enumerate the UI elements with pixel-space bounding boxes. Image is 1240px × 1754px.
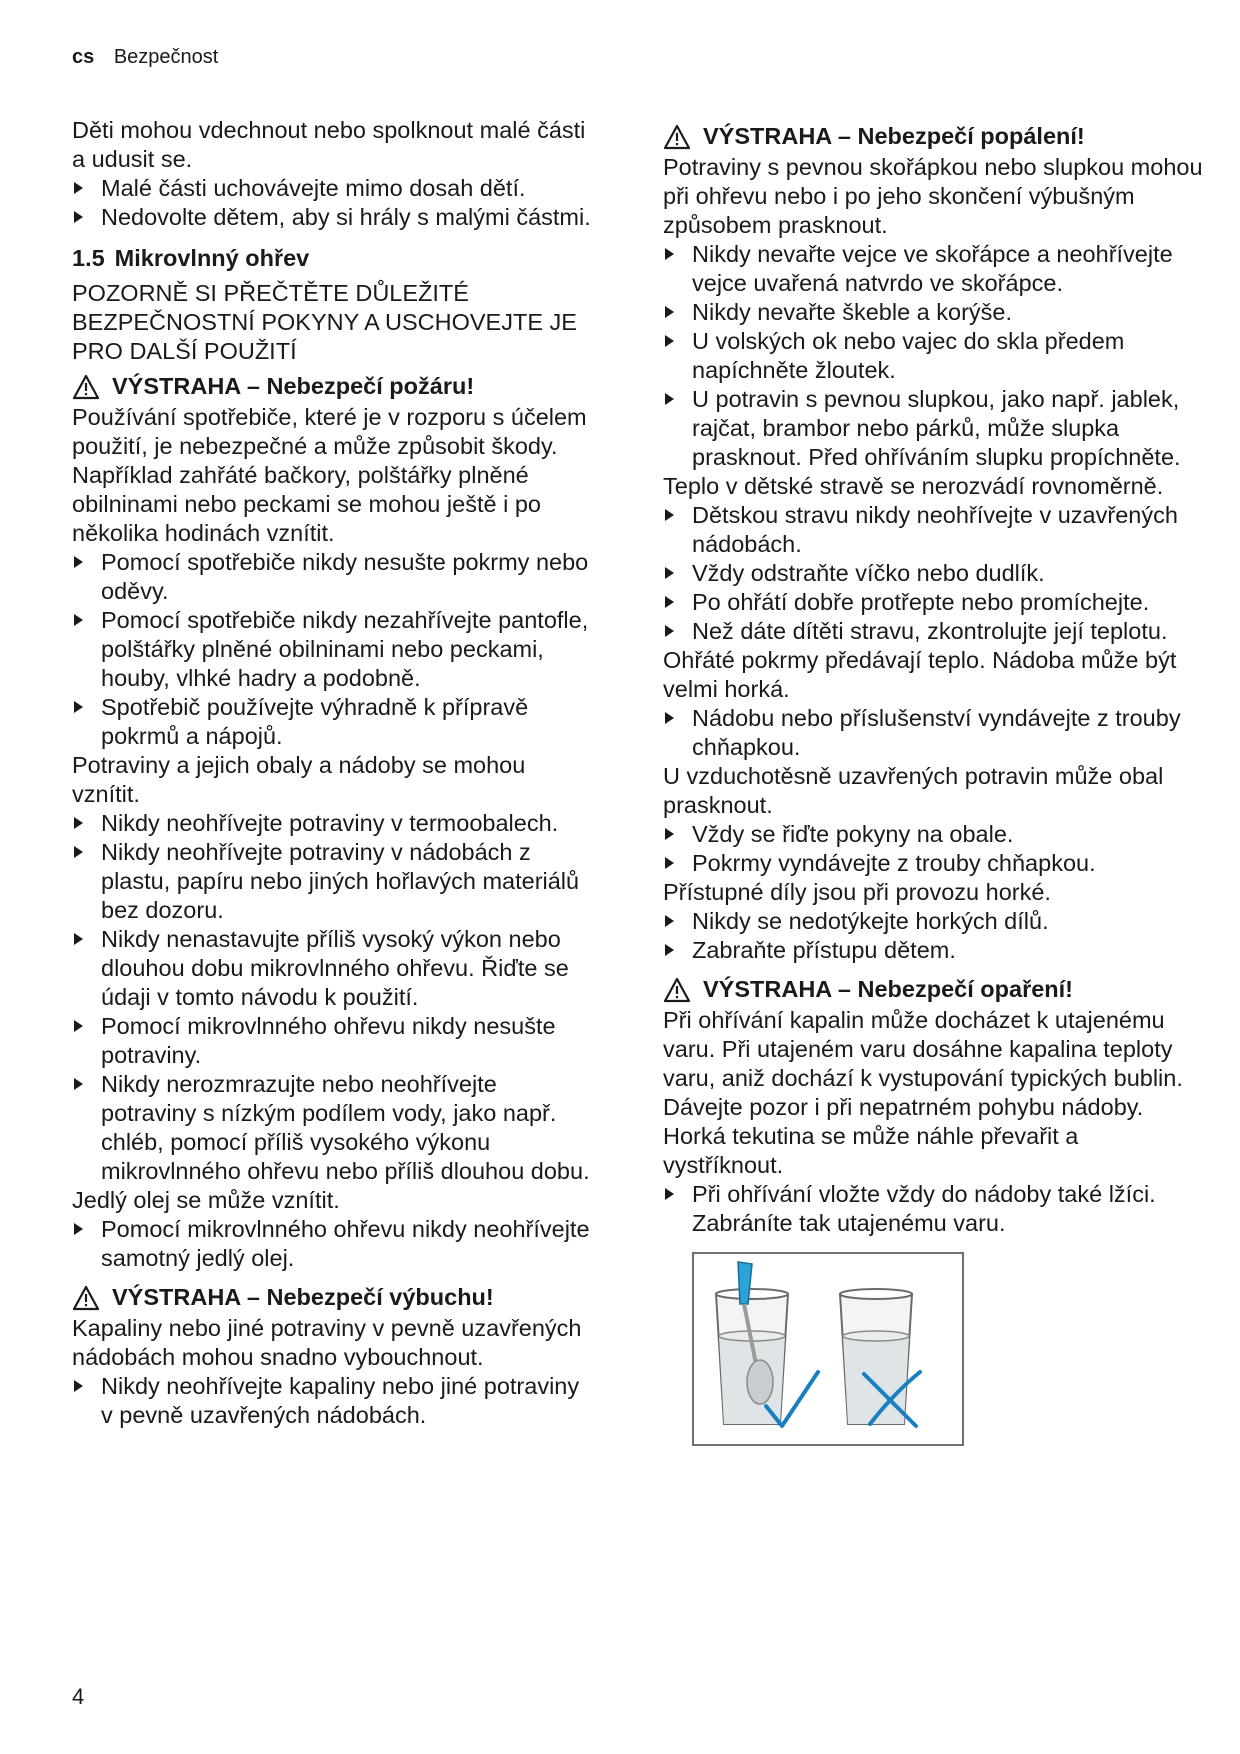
bullet-text: Pokrmy vyndávejte z trouby chňapkou.: [692, 850, 1096, 876]
bullet-item: [663, 298, 1203, 327]
bullet-item: [72, 548, 592, 606]
burn-bullet-list-5: [663, 907, 1203, 965]
bullet-item: [72, 1215, 592, 1273]
spoon-bowl-icon: [747, 1360, 773, 1404]
fire-text-1: Používání spotřebiče, které je v rozporu s účelem použití, je nebezpečné a může způsobit škody. Například zahřáté bačkory, polštářky plněné obilninami nebo peckami se mohou ještě i po několika hodinách vznítit.: [72, 404, 587, 546]
burn-text-3: Ohřáté pokrmy předávají teplo. Nádoba může být velmi horká.: [663, 647, 1177, 702]
section-title: Mikrovlnný ohřev: [114, 245, 310, 271]
warning-triangle-icon: [663, 977, 691, 1003]
bullet-text: Pomocí spotřebiče nikdy nezahřívejte pantofle, polštářky plněné obilninami nebo peckami, houby, vlhké hadry a podobně.: [101, 607, 589, 691]
bullet-item: [663, 559, 1203, 588]
bullet-item: [72, 1070, 592, 1186]
bullet-arrow-icon: [74, 933, 83, 945]
bullet-item: [663, 907, 1203, 936]
page-number: 4: [72, 1684, 85, 1709]
burn-bullet-list-2: [663, 501, 1203, 646]
bullet-text: U potravin s pevnou slupkou, jako např. jablek, rajčat, brambor nebo párků, může slupka prasknout. Před ohříváním slupku propíchněte.: [692, 386, 1181, 470]
bullet-item: [72, 1372, 592, 1430]
bullet-text: Nikdy nenastavujte příliš vysoký výkon nebo dlouhou dobu mikrovlnného ohřevu. Řiďte se údaji v tomto návodu k použití.: [101, 926, 569, 1010]
bullet-arrow-icon: [74, 1020, 83, 1032]
bullet-item: [663, 385, 1203, 472]
fire-bullet-list-3: [72, 1215, 592, 1273]
bullet-text: Zabraňte přístupu dětem.: [692, 937, 956, 963]
bullet-text: Po ohřátí dobře protřepte nebo promíchejte.: [692, 589, 1150, 615]
fire-bullet-list-2: [72, 809, 592, 1186]
bullet-item: [663, 240, 1203, 298]
bullet-arrow-icon: [74, 1380, 83, 1392]
burn-bullet-list-1: [663, 240, 1203, 472]
section-heading: [72, 244, 592, 273]
bullet-arrow-icon: [665, 828, 674, 840]
bullet-text: Pomocí spotřebiče nikdy nesušte pokrmy nebo oděvy.: [101, 549, 589, 604]
bullet-arrow-icon: [665, 596, 674, 608]
section-name: Bezpečnost: [113, 46, 219, 68]
bullet-arrow-icon: [665, 248, 674, 260]
bullet-text: U volských ok nebo vajec do skla předem napíchněte žloutek.: [692, 328, 1125, 383]
fire-bullet-list-1: [72, 548, 592, 751]
bullet-text: Nikdy neohřívejte kapaliny nebo jiné potraviny v pevně uzavřených nádobách.: [101, 1373, 580, 1428]
burn-bullet-list-3: [663, 704, 1203, 762]
bullet-arrow-icon: [74, 1078, 83, 1090]
warning-scald-heading: [663, 975, 1203, 1004]
bullet-text: Nikdy se nedotýkejte horkých dílů.: [692, 908, 1049, 934]
bullet-text: Pomocí mikrovlnného ohřevu nikdy nesušte potraviny.: [101, 1013, 556, 1068]
warning-triangle-icon: [72, 374, 100, 400]
burn-text-5: Přístupné díly jsou při provozu horké.: [663, 879, 1051, 905]
bullet-text: Nádobu nebo příslušenství vyndávejte z trouby chňapkou.: [692, 705, 1181, 760]
warning-explosion-heading: [72, 1283, 592, 1312]
bullet-item: [72, 606, 592, 693]
bullet-arrow-icon: [665, 944, 674, 956]
bullet-item: [72, 925, 592, 1012]
warning-explosion-title: VÝSTRAHA – Nebezpečí výbuchu!: [112, 1284, 494, 1310]
bullet-item: [663, 1180, 1203, 1238]
bullet-item: [72, 1012, 592, 1070]
bullet-item: [72, 203, 592, 232]
bullet-text: Nedovolte dětem, aby si hrály s malými částmi.: [101, 204, 591, 230]
bullet-text: Dětskou stravu nikdy neohřívejte v uzavřených nádobách.: [692, 502, 1178, 557]
language-code: cs: [72, 46, 95, 68]
bullet-text: Spotřebič používejte výhradně k přípravě pokrmů a nápojů.: [101, 694, 529, 749]
bullet-text: Pomocí mikrovlnného ohřevu nikdy neohřívejte samotný jedlý olej.: [101, 1216, 590, 1271]
warning-fire-title: VÝSTRAHA – Nebezpečí požáru!: [112, 373, 475, 399]
warning-burn-title: VÝSTRAHA – Nebezpečí popálení!: [703, 123, 1085, 149]
bullet-arrow-icon: [74, 556, 83, 568]
bullet-arrow-icon: [665, 712, 674, 724]
burn-text-2: Teplo v dětské stravě se nerozvádí rovnoměrně.: [663, 473, 1164, 499]
bullet-text: Vždy se řiďte pokyny na obale.: [692, 821, 1014, 847]
explosion-bullet-list: [72, 1372, 592, 1430]
scald-text: Při ohřívání kapalin může docházet k utajenému varu. Při utajeném varu dosáhne kapalina teploty varu, aniž dochází k vystupování typických bublin. Dávejte pozor i při nepatrném pohybu nádoby. Horká tekutina se může náhle převařit a vystříknout.: [663, 1007, 1183, 1178]
warning-triangle-icon: [663, 124, 691, 150]
bullet-arrow-icon: [665, 915, 674, 927]
bullet-item: [663, 849, 1203, 878]
bullet-arrow-icon: [665, 857, 674, 869]
bullet-arrow-icon: [665, 306, 674, 318]
bullet-text: Při ohřívání vložte vždy do nádoby také lžíci. Zabráníte tak utajenému varu.: [692, 1181, 1156, 1236]
bullet-arrow-icon: [665, 509, 674, 521]
bullet-item: [72, 693, 592, 751]
fire-text-3: Jedlý olej se může vznítit.: [72, 1187, 340, 1213]
spoon-in-glass-illustration: [692, 1252, 964, 1446]
bullet-item: [663, 704, 1203, 762]
bullet-item: [72, 174, 592, 203]
bullet-item: [663, 617, 1203, 646]
bullet-text: Nikdy neohřívejte potraviny v termoobalech.: [101, 810, 559, 836]
bullet-text: Malé části uchovávejte mimo dosah dětí.: [101, 175, 526, 201]
bullet-item: [663, 327, 1203, 385]
burn-bullet-list-4: [663, 820, 1203, 878]
bullet-arrow-icon: [74, 817, 83, 829]
burn-text-1: Potraviny s pevnou skořápkou nebo slupkou mohou při ohřevu nebo i po jeho skončení výbušným způsobem prasknout.: [663, 154, 1203, 238]
bullet-text: Vždy odstraňte víčko nebo dudlík.: [692, 560, 1045, 586]
glass-with-spoon: [716, 1262, 818, 1426]
warning-triangle-icon: [72, 1285, 100, 1311]
bullet-text: Než dáte dítěti stravu, zkontrolujte její teplotu.: [692, 618, 1168, 644]
explosion-text: Kapaliny nebo jiné potraviny v pevně uzavřených nádobách mohou snadno vybouchnout.: [72, 1315, 582, 1370]
bullet-text: Nikdy nerozmrazujte nebo neohřívejte potraviny s nízkým podílem vody, jako např. chléb, pomocí příliš vysokého výkonu mikrovlnného ohřevu nebo příliš dlouhou dobu.: [101, 1071, 590, 1184]
intro-bullet-list: [72, 174, 592, 232]
warning-fire-heading: [72, 372, 592, 401]
bullet-arrow-icon: [74, 211, 83, 223]
fire-text-2: Potraviny a jejich obaly a nádoby se mohou vznítit.: [72, 752, 526, 807]
bullet-item: [663, 588, 1203, 617]
bullet-item: [72, 838, 592, 925]
bullet-arrow-icon: [665, 393, 674, 405]
scald-bullet-list: [663, 1180, 1203, 1238]
bullet-item: [663, 820, 1203, 849]
glasses-illustration-svg: [694, 1254, 962, 1444]
bullet-arrow-icon: [665, 567, 674, 579]
bullet-text: Nikdy nevařte vejce ve skořápce a neohřívejte vejce uvařená natvrdo ve skořápce.: [692, 241, 1173, 296]
caps-notice: POZORNĚ SI PŘEČTĚTE DŮLEŽITÉ BEZPEČNOSTNÍ POKYNY A USCHOVEJTE JE PRO DALŠÍ POUŽITÍ: [72, 280, 577, 364]
bullet-text: Nikdy nevařte škeble a korýše.: [692, 299, 1013, 325]
bullet-arrow-icon: [665, 1188, 674, 1200]
bullet-text: Nikdy neohřívejte potraviny v nádobách z plastu, papíru nebo jiných hořlavých materiálů bez dozoru.: [101, 839, 580, 923]
bullet-arrow-icon: [665, 335, 674, 347]
bullet-arrow-icon: [665, 625, 674, 637]
bullet-arrow-icon: [74, 701, 83, 713]
page-header: [72, 46, 218, 69]
burn-text-4: U vzduchotěsně uzavřených potravin může obal prasknout.: [663, 763, 1164, 818]
bullet-arrow-icon: [74, 182, 83, 194]
bullet-arrow-icon: [74, 1223, 83, 1235]
intro-text: Děti mohou vdechnout nebo spolknout malé části a udusit se.: [72, 117, 586, 172]
bullet-arrow-icon: [74, 614, 83, 626]
warning-burn-heading: [663, 122, 1203, 151]
bullet-item: [72, 809, 592, 838]
section-number: 1.5: [72, 245, 105, 271]
bullet-item: [663, 936, 1203, 965]
bullet-item: [663, 501, 1203, 559]
left-column: [72, 116, 592, 1430]
warning-scald-title: VÝSTRAHA – Nebezpečí opaření!: [703, 976, 1073, 1002]
right-column: [663, 116, 1203, 1446]
bullet-arrow-icon: [74, 846, 83, 858]
glass-without-spoon: [840, 1289, 920, 1426]
